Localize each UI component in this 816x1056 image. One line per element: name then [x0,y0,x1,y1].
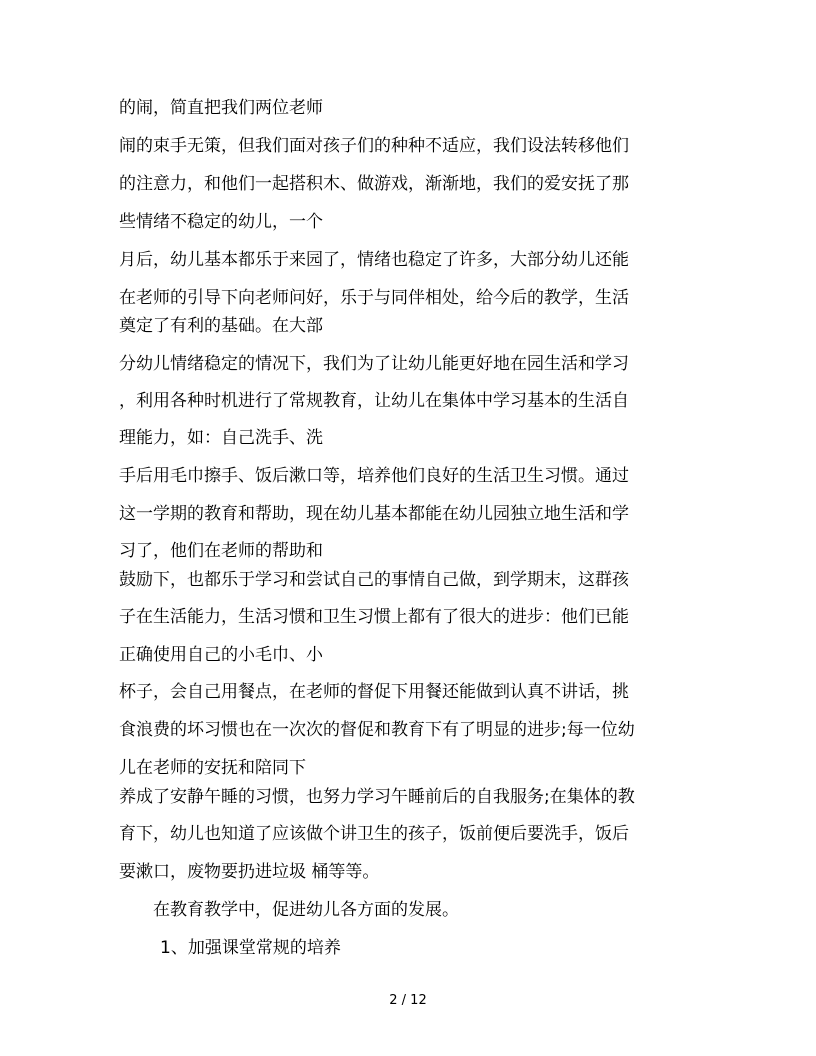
body-text-line: 在老师的引导下向老师问好，乐于与同伴相处，给今后的教学，生活 [119,288,629,308]
body-text-line: 养成了安静午睡的习惯，也努力学习午睡前后的自我服务;在集体的教 [119,787,635,807]
body-text-line: 奠定了有利的基础。在大部 [119,316,323,336]
body-text-line: 儿在老师的安抚和陪同下 [119,758,306,778]
body-text-line: 习了，他们在老师的帮助和 [119,541,323,561]
section-heading: 1、加强课堂常规的培养 [160,938,341,958]
body-text-line: 月后，幼儿基本都乐于来园了，情绪也稳定了许多，大部分幼儿还能 [119,250,629,270]
body-text-line: ，利用各种时机进行了常规教育，让幼儿在集体中学习基本的生活自 [119,391,629,411]
body-text-line: 的闹，简直把我们两位老师 [119,98,323,118]
body-text-line: 的注意力，和他们一起搭积木、做游戏，渐渐地，我们的爱安抚了那 [119,174,629,194]
body-text-line: 食浪费的坏习惯也在一次次的督促和教育下有了明显的进步;每一位幼 [119,720,635,740]
body-text-line: 要漱口，废物要扔进垃圾 桶等等。 [119,862,380,882]
body-text-line: 些情绪不稳定的幼儿，一个 [119,212,323,232]
body-text-line: 子在生活能力，生活习惯和卫生习惯上都有了很大的进步：他们已能 [119,607,629,627]
body-text-line: 杯子，会自己用餐点，在老师的督促下用餐还能做到认真不讲话，挑 [119,682,629,702]
body-text-line: 手后用毛巾擦手、饭后漱口等，培养他们良好的生活卫生习惯。通过 [119,466,629,486]
body-text-line: 这一学期的教育和帮助，现在幼儿基本都能在幼儿园独立地生活和学 [119,504,629,524]
paragraph-text: 在教育教学中，促进幼儿各方面的发展。 [153,900,459,920]
page-number: 2 / 12 [389,993,427,1008]
body-text-line: 分幼儿情绪稳定的情况下，我们为了让幼儿能更好地在园生活和学习 [119,354,629,374]
body-text-line: 理能力，如：自己洗手、洗 [119,428,323,448]
body-text-line: 正确使用自己的小毛巾、小 [119,645,323,665]
body-text-line: 育下，幼儿也知道了应该做个讲卫生的孩子，饭前便后要洗手，饭后 [119,824,629,844]
body-text-line: 闹的束手无策，但我们面对孩子们的种种不适应，我们设法转移他们 [119,136,629,156]
body-text-line: 鼓励下，也都乐于学习和尝试自己的事情自己做，到学期末，这群孩 [119,570,629,590]
